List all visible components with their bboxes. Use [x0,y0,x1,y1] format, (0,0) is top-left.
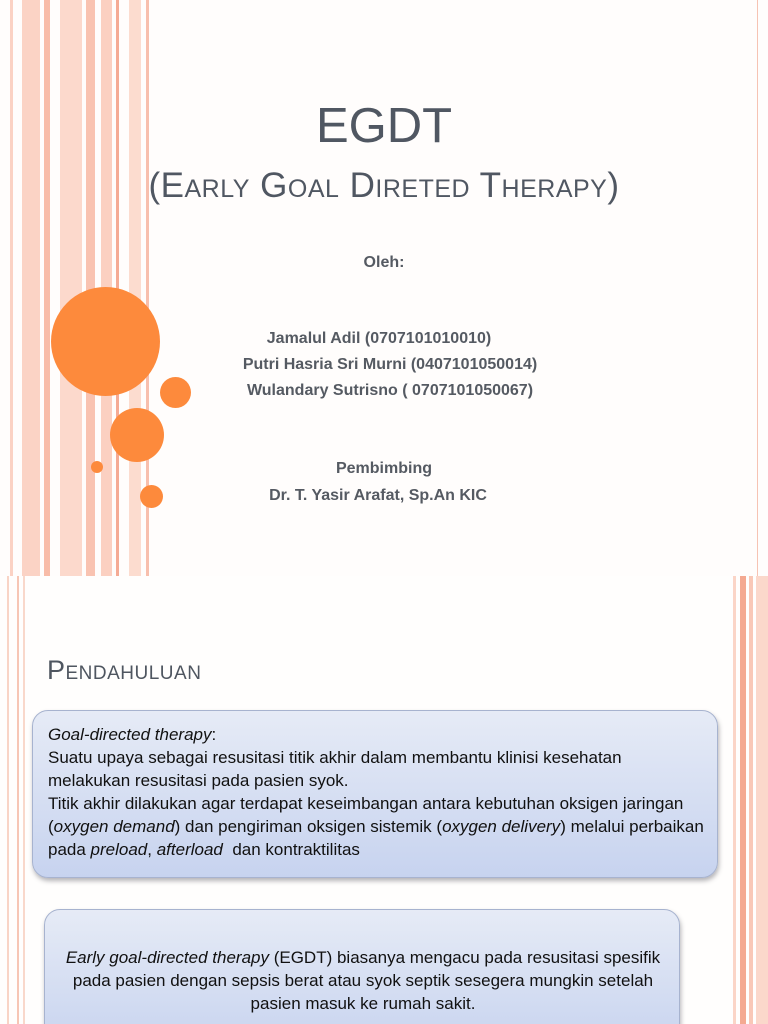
decor-circle-medium [110,408,164,462]
definition-box-goal-directed [32,710,718,878]
definition-line: Suatu upaya sebagai resusitasi titik akhir dalam membantu klinisi kesehatan melakukan resusitasi pada pasien syok. [48,748,622,790]
supervisor-label: Pembimbing [335,460,432,477]
supervisor-name: Dr. T. Yasir Arafat, Sp.An KIC [269,487,487,504]
decor-stripe [757,0,758,576]
decor-stripe [23,576,25,1024]
decor-stripe [749,576,753,1024]
definition-text: Goal-directed therapy: Suatu upaya sebagai resusitasi titik akhir dalam membantu klinisi kesehatan melakukan resusitasi pada pasien syok. Titik akhir dilakukan agar terdapat keseimbangan antara kebutuhan oksigen jaringan (oxygen demand) dan pengiriman oksigen sistemik (oxygen delivery) melalui perbaikan pada preload, afterload dan kontraktilitas [48,723,708,861]
author-name: Putri Hasria Sri Murni (0407101050014) [242,356,538,373]
term-early-goal-directed-therapy: Early goal-directed therapy [65,948,269,967]
decor-stripe [17,576,19,1024]
decor-stripe [733,576,736,1024]
author-name: Jamalul Adil (0707101010010) [266,330,492,347]
section-heading: Pendahuluan [47,655,202,685]
decor-stripe [7,576,9,1024]
slide-subtitle: (Early Goal Direted Therapy) [148,166,620,205]
by-label: Oleh: [363,254,405,271]
definition-line: Titik akhir dilakukan agar terdapat keseimbangan antara kebutuhan oksigen jaringan (oxygen demand) dan pengiriman oksigen sistemik (oxygen delivery) melalui perbaikan pada preload, afterload dan kontraktilitas [48,794,704,859]
term-goal-directed-therapy: Goal-directed therapy [48,725,212,744]
decor-stripe [740,576,746,1024]
decor-stripe [756,576,768,1024]
definition-text: Early goal-directed therapy (EGDT) biasanya mengacu pada resusitasi spesifik pada pasien dengan sepsis berat atau syok septik sesegera mungkin setelah pasien masuk ke rumah sakit. [65,948,661,1013]
slide-title: EGDT [315,99,453,153]
content-slide [0,576,768,1024]
author-name: Wulandary Sutrisno ( 0707101050067) [246,382,534,399]
definition-box-egdt [44,909,680,1024]
